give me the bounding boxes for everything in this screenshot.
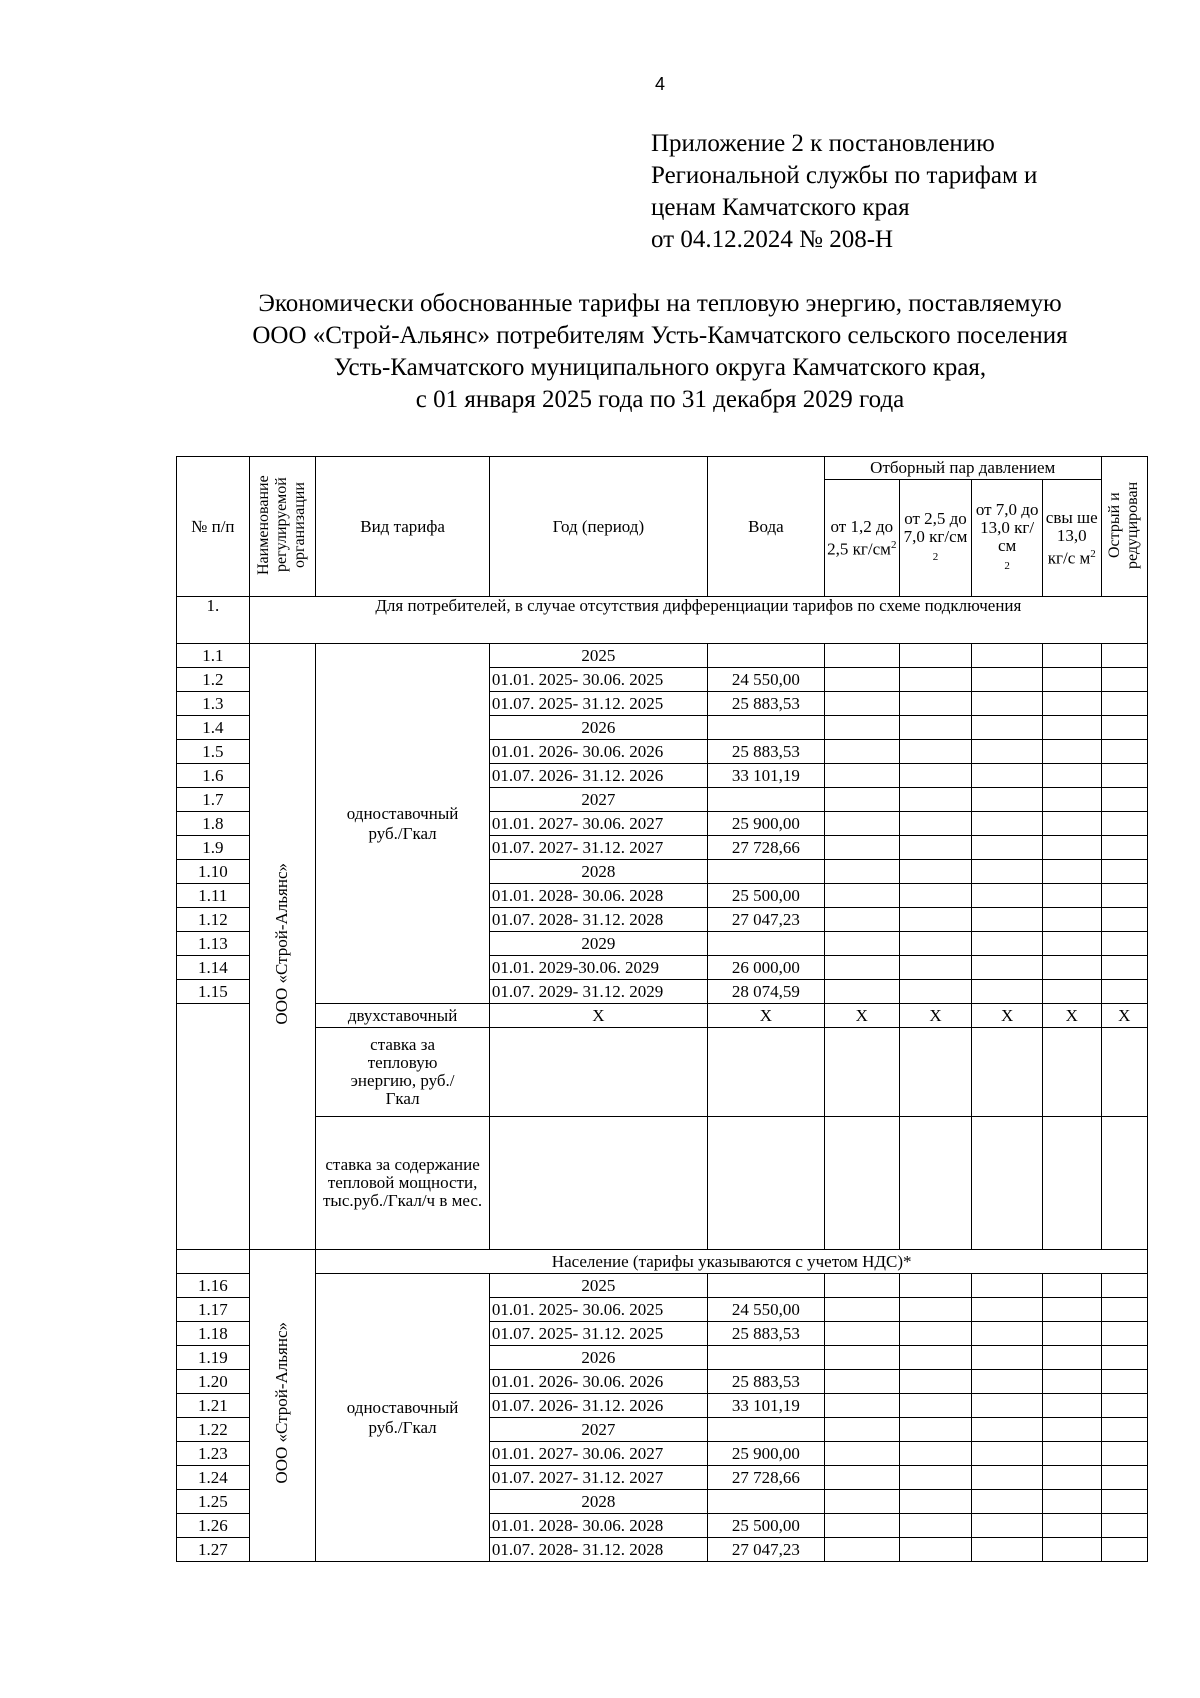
empty-cell: [899, 1394, 972, 1418]
empty-cell: [899, 812, 972, 836]
empty-cell: [489, 1028, 707, 1117]
title-line: Усть-Камчатского муниципального округа Камчатского края,: [333, 354, 987, 381]
empty-cell: [899, 1117, 972, 1250]
period-cell: 2026: [489, 1346, 707, 1370]
empty-cell: [899, 1466, 972, 1490]
empty-cell: [972, 1466, 1043, 1490]
empty-cell: [1042, 836, 1101, 860]
empty-cell: [899, 1274, 972, 1298]
empty-cell: [899, 836, 972, 860]
empty-cell: [1042, 1442, 1101, 1466]
water-cell: 28 074,59: [707, 980, 824, 1004]
period-cell: 2026: [489, 716, 707, 740]
period-cell: 2027: [489, 1418, 707, 1442]
water-cell: [707, 1274, 824, 1298]
empty-cell: [824, 644, 899, 668]
empty-cell: [824, 1370, 899, 1394]
water-cell: 25 900,00: [707, 1442, 824, 1466]
empty-cell: [824, 1490, 899, 1514]
period-cell: 01.07. 2025- 31.12. 2025: [489, 692, 707, 716]
water-cell: 26 000,00: [707, 956, 824, 980]
empty-cell: [1101, 1370, 1147, 1394]
empty-cell: [824, 1028, 899, 1117]
empty-cell: [1042, 1514, 1101, 1538]
empty-cell: [1042, 1490, 1101, 1514]
header-steam-1: от 1,2 до 2,5 $кг/см^2$: [824, 480, 899, 597]
period-cell: 01.07. 2026- 31.12. 2026: [489, 1394, 707, 1418]
water-cell: 25 500,00: [707, 1514, 824, 1538]
empty-cell: [824, 1322, 899, 1346]
empty-cell: [1101, 908, 1147, 932]
row-num: 1.22: [177, 1418, 250, 1442]
period-cell: 01.01. 2026- 30.06. 2026: [489, 1370, 707, 1394]
water-cell: 27 047,23: [707, 1538, 824, 1562]
empty-cell: [1101, 692, 1147, 716]
empty-cell: [899, 1370, 972, 1394]
header-steam-4: свы ше 13,0 кг/с $м^2$: [1042, 480, 1101, 597]
x-mark: X: [707, 1004, 824, 1028]
empty-cell: [899, 1418, 972, 1442]
period-cell: 2028: [489, 860, 707, 884]
empty-cell: [1042, 980, 1101, 1004]
header-org: Наименование регулируемой организации: [249, 457, 316, 597]
period-cell: 01.07. 2025- 31.12. 2025: [489, 1322, 707, 1346]
empty-cell: [1042, 764, 1101, 788]
empty-cell: [824, 1298, 899, 1322]
empty-cell: [1101, 956, 1147, 980]
empty-cell: [1101, 740, 1147, 764]
row-num: 1.23: [177, 1442, 250, 1466]
org-cell: [249, 644, 316, 1250]
water-cell: [707, 1346, 824, 1370]
period-cell: 2025: [489, 1274, 707, 1298]
empty-cell: [972, 1538, 1043, 1562]
appendix-line: Региональной службы по тарифам и: [651, 162, 1038, 189]
empty-cell: [899, 860, 972, 884]
empty-cell: [899, 908, 972, 932]
empty-cell: [972, 1274, 1043, 1298]
empty-cell: [972, 1346, 1043, 1370]
row-num: 1.20: [177, 1370, 250, 1394]
title-line: Экономически обоснованные тарифы на тепловую энергию, поставляемую: [258, 290, 1062, 317]
water-cell: 25 883,53: [707, 1322, 824, 1346]
empty-cell: [1042, 1274, 1101, 1298]
period-cell: 2027: [489, 788, 707, 812]
appendix-line: от 04.12.2024 № 208-Н: [651, 226, 894, 253]
empty-cell: [824, 836, 899, 860]
empty-cell: [1101, 836, 1147, 860]
x-mark: X: [972, 1004, 1043, 1028]
empty-cell: [972, 932, 1043, 956]
empty-cell: [899, 1346, 972, 1370]
empty-cell: [972, 716, 1043, 740]
row-num: 1.14: [177, 956, 250, 980]
empty-cell: [972, 1028, 1043, 1117]
empty-cell: [707, 1117, 824, 1250]
empty-cell: [1101, 932, 1147, 956]
empty-cell: [972, 860, 1043, 884]
empty-cell: [1042, 644, 1101, 668]
empty-cell: [824, 956, 899, 980]
empty-cell: [1042, 1370, 1101, 1394]
period-cell: 01.01. 2026- 30.06. 2026: [489, 740, 707, 764]
empty-cell: [1101, 1322, 1147, 1346]
document-title: [160, 288, 1160, 416]
x-mark: X: [899, 1004, 972, 1028]
empty-cell: [972, 1418, 1043, 1442]
empty-cell: [824, 716, 899, 740]
empty-cell: [972, 644, 1043, 668]
empty-cell: [824, 668, 899, 692]
empty-cell: [972, 788, 1043, 812]
section2-row: [177, 1250, 1148, 1274]
row-num: 1.17: [177, 1298, 250, 1322]
tariff-type-cell: [316, 644, 490, 1004]
empty-cell: [1042, 1394, 1101, 1418]
row-num: 1.27: [177, 1538, 250, 1562]
tariff-table: [176, 456, 1148, 1562]
section1-num: 1.: [177, 597, 250, 644]
water-cell: [707, 1490, 824, 1514]
water-cell: 25 500,00: [707, 884, 824, 908]
period-cell: 01.07. 2028- 31.12. 2028: [489, 908, 707, 932]
water-cell: 27 728,66: [707, 1466, 824, 1490]
empty-cell: [899, 1298, 972, 1322]
row-num: 1.25: [177, 1490, 250, 1514]
empty-cell: [824, 1514, 899, 1538]
empty-cell: [899, 980, 972, 1004]
period-cell: 01.01. 2029-30.06. 2029: [489, 956, 707, 980]
empty-cell: [824, 1117, 899, 1250]
empty-cell: [824, 980, 899, 1004]
empty-cell: [707, 1028, 824, 1117]
title-line: ООО «Строй-Альянс» потребителям Усть-Камчатского сельского поселения: [252, 322, 1068, 349]
header-num: № п/п: [177, 457, 250, 597]
empty-cell: [1101, 644, 1147, 668]
section2-label: Население (тарифы указываются с учетом НДС)*: [316, 1250, 1148, 1274]
row-num: 1.4: [177, 716, 250, 740]
empty-cell: [972, 668, 1043, 692]
empty-cell: [899, 932, 972, 956]
period-cell: 01.01. 2025- 30.06. 2025: [489, 1298, 707, 1322]
header-steam-group: Отборный пар давлением: [824, 457, 1101, 480]
header-steam-3: от 7,0 до 13,0 кг/см 2: [972, 480, 1043, 597]
empty-cell: [972, 1298, 1043, 1322]
empty-cell: [972, 1490, 1043, 1514]
empty-cell: [1042, 908, 1101, 932]
empty-cell: [1101, 1117, 1147, 1250]
empty-cell: [824, 884, 899, 908]
empty-cell: [824, 932, 899, 956]
empty-cell: [824, 1346, 899, 1370]
period-cell: 01.07. 2027- 31.12. 2027: [489, 836, 707, 860]
water-cell: 25 900,00: [707, 812, 824, 836]
empty-cell: [972, 692, 1043, 716]
empty-cell: [972, 980, 1043, 1004]
section1-label: Для потребителей, в случае отсутствия дифференциации тарифов по схеме подключения: [249, 597, 1147, 644]
header-row: [177, 457, 1148, 480]
period-cell: 01.01. 2027- 30.06. 2027: [489, 812, 707, 836]
empty-cell: [1042, 884, 1101, 908]
water-cell: 27 728,66: [707, 836, 824, 860]
page-number: 4: [654, 74, 665, 94]
org-name: ООО «Строй-Альянс»: [272, 863, 292, 1025]
empty-cell: [1042, 1298, 1101, 1322]
empty-cell: [1101, 1028, 1147, 1117]
one-rate-label: одноставочный руб./Гкал: [346, 803, 459, 843]
row-num: 1.2: [177, 668, 250, 692]
empty-cell: [899, 668, 972, 692]
row-num: 1.10: [177, 860, 250, 884]
empty-cell: [824, 908, 899, 932]
two-rate-label: двухставочный: [316, 1004, 490, 1028]
title-line: с 01 января 2025 года по 31 декабря 2029 года: [415, 386, 905, 413]
empty-cell: [824, 860, 899, 884]
period-cell: 2029: [489, 932, 707, 956]
empty-cell: [1101, 1466, 1147, 1490]
empty-cell: [824, 1274, 899, 1298]
row-num-empty: [177, 1004, 250, 1250]
period-cell: 2025: [489, 644, 707, 668]
empty-cell: [1101, 1274, 1147, 1298]
water-cell: [707, 1418, 824, 1442]
empty-cell: [1042, 932, 1101, 956]
row-num: 1.5: [177, 740, 250, 764]
empty-cell: [1101, 1490, 1147, 1514]
row-num: 1.11: [177, 884, 250, 908]
empty-cell: [972, 908, 1043, 932]
water-cell: 24 550,00: [707, 1298, 824, 1322]
row-num: 1.16: [177, 1274, 250, 1298]
empty-cell: [824, 740, 899, 764]
x-mark: X: [1101, 1004, 1147, 1028]
period-cell: 01.07. 2026- 31.12. 2026: [489, 764, 707, 788]
header-steam-2: от 2,5 до 7,0 кг/см 2: [899, 480, 972, 597]
empty-cell: [1042, 956, 1101, 980]
water-cell: 33 101,19: [707, 764, 824, 788]
period-cell: 01.01. 2027- 30.06. 2027: [489, 1442, 707, 1466]
empty-cell: [899, 644, 972, 668]
water-cell: 33 101,19: [707, 1394, 824, 1418]
period-cell: 2028: [489, 1490, 707, 1514]
empty-cell: [972, 1117, 1043, 1250]
row-num: 1.21: [177, 1394, 250, 1418]
empty-cell: [899, 740, 972, 764]
row-num: 1.19: [177, 1346, 250, 1370]
empty-cell: [972, 764, 1043, 788]
empty-cell: [1101, 788, 1147, 812]
empty-cell: [972, 1394, 1043, 1418]
period-cell: 01.01. 2028- 30.06. 2028: [489, 884, 707, 908]
water-cell: 27 047,23: [707, 908, 824, 932]
water-cell: 25 883,53: [707, 740, 824, 764]
empty-cell: [1101, 1394, 1147, 1418]
rate-capacity-label: ставка за содержание тепловой мощности, тыс.руб./Гкал/ч в мес.: [316, 1117, 490, 1250]
empty-cell: [972, 1442, 1043, 1466]
empty-cell: [899, 716, 972, 740]
appendix-block: [651, 128, 1037, 256]
rate-heat-row: [177, 1028, 1148, 1117]
empty-cell: [1042, 1346, 1101, 1370]
empty-cell: [824, 1466, 899, 1490]
x-mark: X: [489, 1004, 707, 1028]
empty-cell: [1042, 716, 1101, 740]
empty-cell: [1042, 788, 1101, 812]
rate-heat-label: ставка за тепловую энергию, руб./Гкал: [316, 1028, 490, 1117]
empty-cell: [972, 740, 1043, 764]
row-num: 1.3: [177, 692, 250, 716]
water-cell: [707, 788, 824, 812]
empty-cell: [1042, 1538, 1101, 1562]
empty-cell: [972, 884, 1043, 908]
water-cell: [707, 644, 824, 668]
water-cell: [707, 860, 824, 884]
water-cell: [707, 716, 824, 740]
empty-cell: [899, 1322, 972, 1346]
row-num: 1.26: [177, 1514, 250, 1538]
empty-cell: [899, 1538, 972, 1562]
org-name: ООО «Строй-Альянс»: [272, 1322, 292, 1484]
row-num: 1.6: [177, 764, 250, 788]
empty-cell: [1042, 668, 1101, 692]
header-sharp: Острый и редуцирован: [1101, 457, 1147, 597]
empty-cell: [1042, 812, 1101, 836]
empty-cell: [972, 1514, 1043, 1538]
row-num: 1.7: [177, 788, 250, 812]
empty-cell: [1042, 1028, 1101, 1117]
header-water: Вода: [707, 457, 824, 597]
empty-cell: [824, 692, 899, 716]
empty-cell: [1042, 860, 1101, 884]
empty-cell: [972, 836, 1043, 860]
row-num: 1.13: [177, 932, 250, 956]
empty-cell: [824, 812, 899, 836]
empty-cell: [1042, 740, 1101, 764]
header-tariff-type: Вид тарифа: [316, 457, 490, 597]
row-num: 1.12: [177, 908, 250, 932]
table-row: [177, 1274, 1148, 1298]
empty-cell: [1101, 716, 1147, 740]
empty-cell: [899, 1490, 972, 1514]
empty-cell: [1042, 1466, 1101, 1490]
empty-cell: [972, 956, 1043, 980]
empty-cell: [824, 1418, 899, 1442]
empty-cell: [824, 788, 899, 812]
appendix-line: Приложение 2 к постановлению: [651, 130, 995, 157]
one-rate-label: одноставочный руб./Гкал: [346, 1397, 459, 1437]
empty-cell: [1101, 812, 1147, 836]
org-cell: [249, 1250, 316, 1562]
empty-cell: [824, 1538, 899, 1562]
water-cell: 25 883,53: [707, 692, 824, 716]
empty-cell: [899, 764, 972, 788]
empty-cell: [1101, 1346, 1147, 1370]
empty-cell: [1042, 1322, 1101, 1346]
tariff-type-cell: [316, 1274, 490, 1562]
rate-capacity-row: [177, 1117, 1148, 1250]
empty-cell: [899, 884, 972, 908]
empty-cell: [1101, 1418, 1147, 1442]
row-num: 1.8: [177, 812, 250, 836]
empty-cell: [972, 1322, 1043, 1346]
x-mark: X: [824, 1004, 899, 1028]
row-num: 1.24: [177, 1466, 250, 1490]
row-num: 1.18: [177, 1322, 250, 1346]
empty-cell: [1101, 1538, 1147, 1562]
row-num: 1.9: [177, 836, 250, 860]
empty-cell: [1101, 980, 1147, 1004]
empty-cell: [489, 1117, 707, 1250]
two-rate-row: [177, 1004, 1148, 1028]
empty-cell: [1101, 860, 1147, 884]
row-num-empty: [177, 1250, 250, 1274]
empty-cell: [1101, 764, 1147, 788]
empty-cell: [1042, 692, 1101, 716]
header-year: Год (период): [489, 457, 707, 597]
empty-cell: [824, 1442, 899, 1466]
empty-cell: [899, 1514, 972, 1538]
empty-cell: [1101, 668, 1147, 692]
row-num: 1.15: [177, 980, 250, 1004]
empty-cell: [1042, 1418, 1101, 1442]
empty-cell: [824, 764, 899, 788]
period-cell: 01.07. 2028- 31.12. 2028: [489, 1538, 707, 1562]
empty-cell: [899, 956, 972, 980]
section1-row: [177, 597, 1148, 644]
empty-cell: [899, 692, 972, 716]
empty-cell: [899, 1442, 972, 1466]
water-cell: [707, 932, 824, 956]
row-num: 1.1: [177, 644, 250, 668]
empty-cell: [899, 1028, 972, 1117]
empty-cell: [972, 812, 1043, 836]
period-cell: 01.01. 2025- 30.06. 2025: [489, 668, 707, 692]
empty-cell: [1101, 884, 1147, 908]
empty-cell: [1101, 1298, 1147, 1322]
empty-cell: [972, 1370, 1043, 1394]
period-cell: 01.07. 2029- 31.12. 2029: [489, 980, 707, 1004]
empty-cell: [1101, 1442, 1147, 1466]
empty-cell: [824, 1394, 899, 1418]
period-cell: 01.07. 2027- 31.12. 2027: [489, 1466, 707, 1490]
water-cell: 24 550,00: [707, 668, 824, 692]
appendix-line: ценам Камчатского края: [651, 194, 910, 221]
table-row: [177, 644, 1148, 668]
x-mark: X: [1042, 1004, 1101, 1028]
water-cell: 25 883,53: [707, 1370, 824, 1394]
empty-cell: [899, 788, 972, 812]
empty-cell: [1101, 1514, 1147, 1538]
period-cell: 01.01. 2028- 30.06. 2028: [489, 1514, 707, 1538]
empty-cell: [1042, 1117, 1101, 1250]
